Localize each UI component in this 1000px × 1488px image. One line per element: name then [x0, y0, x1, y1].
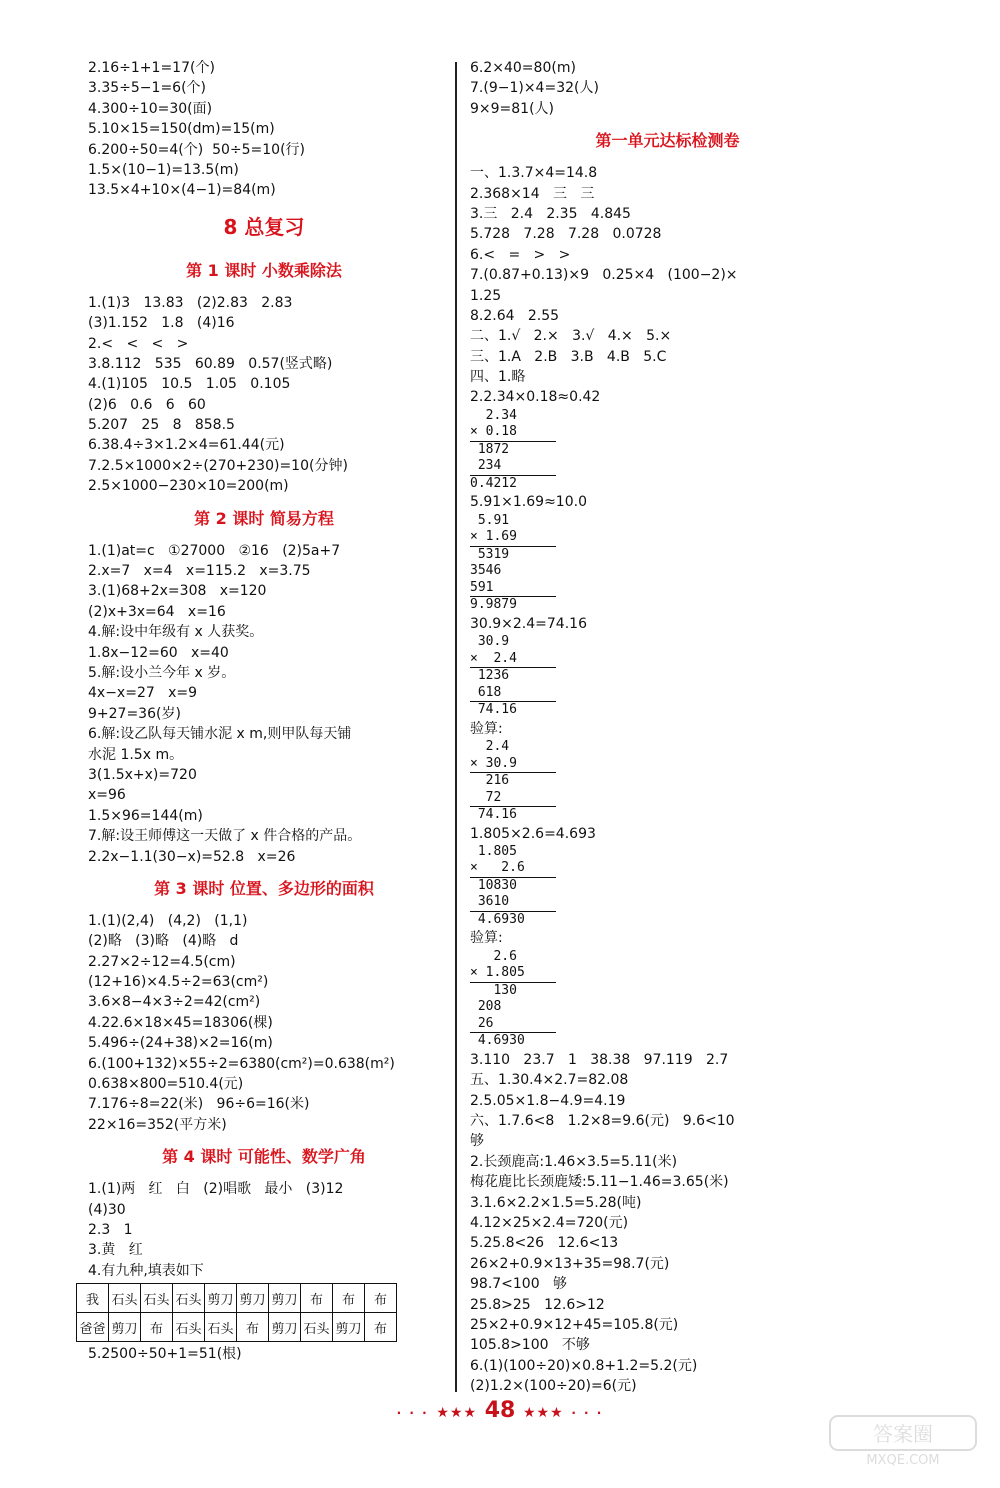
- answer-line: 98.7<100 够: [470, 1276, 567, 1293]
- answer-line: 一、1.3.7×4=14.8: [470, 165, 598, 182]
- answer-line: 6.38.4÷3×1.2×4=61.44(元): [88, 437, 285, 454]
- check-label: 验算:: [470, 720, 503, 737]
- vertical-calculation: [470, 408, 865, 493]
- answer-line: 7.176÷8=22(米) 96÷6=16(米): [88, 1096, 310, 1113]
- answer-line: 1.805×2.6=4.693: [470, 825, 596, 842]
- answer-line: 2.5.05×1.8−4.9=4.19: [470, 1092, 626, 1109]
- answer-line: 4.300÷10=30(面): [88, 100, 213, 117]
- unit-title: 第一单元达标检测卷: [595, 131, 740, 151]
- calc-row: 208: [470, 999, 502, 1015]
- answer-line: 3.1.6×2.2×1.5=5.28(吨): [470, 1194, 642, 1211]
- calc-row: × 30.9: [470, 755, 517, 771]
- calc-row: 2.34: [470, 407, 517, 423]
- table-cell: 布: [141, 1313, 173, 1342]
- answer-line: 2.16÷1+1=17(个): [88, 60, 215, 76]
- svg-text:MXQE.COM: MXQE.COM: [866, 1453, 940, 1468]
- answer-line: 9×9=81(人): [470, 100, 555, 117]
- calc-row: 3546: [470, 563, 502, 579]
- answer-line: x=96: [88, 787, 126, 804]
- left-column: [79, 58, 440, 1365]
- answer-line: 2.3 1: [88, 1221, 133, 1238]
- table-cell: 石头: [301, 1313, 333, 1342]
- answer-line: (2)6 0.6 6 60: [88, 396, 206, 413]
- table-cell: 剪刀: [205, 1284, 237, 1313]
- calc-row: 74.16: [470, 807, 517, 823]
- answer-line: 够: [470, 1133, 484, 1150]
- calc-row: 2.4: [470, 739, 510, 755]
- table-cell: 剪刀: [237, 1284, 269, 1313]
- vertical-calculation: [470, 513, 865, 614]
- answer-line: 3.6×8−4×3÷2=42(cm²): [88, 994, 261, 1011]
- calc-row: 1.805: [470, 843, 517, 859]
- calc-row: 3610: [470, 894, 510, 910]
- calc-row: 1236: [470, 668, 510, 684]
- answer-line: 7.解:设王师傅这一天做了 x 件合格的产品。: [88, 828, 362, 845]
- answer-line: 1.(1)3 13.83 (2)2.83 2.83: [88, 294, 293, 311]
- calc-row: 5319: [470, 546, 510, 562]
- table-cell: 剪刀: [269, 1284, 301, 1313]
- watermark-logo: [828, 1414, 978, 1470]
- lesson-title: 第 3 课时 位置、多边形的面积: [154, 878, 374, 898]
- answer-line: 4.有九种,填表如下: [88, 1262, 204, 1279]
- answer-line: (4)30: [88, 1201, 126, 1218]
- answer-line: 25.8>25 12.6>12: [470, 1296, 605, 1313]
- answer-line: 1.5×(10−1)=13.5(m): [88, 161, 239, 178]
- table-cell: 剪刀: [109, 1313, 141, 1342]
- svg-text:答案圈: 答案圈: [873, 1422, 933, 1446]
- answer-line: 水泥 1.5x m。: [88, 746, 184, 763]
- answer-line: 26×2+0.9×13+35=98.7(元): [470, 1255, 670, 1272]
- answer-line: 7.(9−1)×4=32(人): [470, 80, 599, 97]
- vertical-calculation: [470, 739, 865, 824]
- answer-line: 5.解:设小兰今年 x 岁。: [88, 664, 236, 681]
- vertical-calculation: [470, 634, 865, 719]
- answer-line: 1.(1)两 红 白 (2)唱歌 最小 (3)12: [88, 1181, 344, 1198]
- answer-line: 6.200÷50=4(个) 50÷5=10(行): [88, 141, 306, 158]
- answer-line: 5.91×1.69≈10.0: [470, 494, 587, 511]
- answer-line: 2.x=7 x=4 x=115.2 x=3.75: [88, 563, 311, 580]
- calc-row: 2.6: [470, 948, 517, 964]
- answer-line: 6.(100+132)×55÷2=6380(cm²)=0.638(m²): [88, 1055, 395, 1072]
- star-icon: ★★★: [522, 1405, 564, 1421]
- answer-line: (2)x+3x=64 x=16: [88, 603, 226, 620]
- column-divider: [455, 62, 457, 1392]
- answer-line: 1.(1)at=c ①27000 ②16 (2)5a+7: [88, 542, 341, 559]
- star-icon: ★★★: [436, 1405, 478, 1421]
- answer-line: 五、1.30.4×2.7=82.08: [470, 1072, 629, 1089]
- calc-row: 234: [470, 458, 502, 474]
- table-cell: 石头: [205, 1313, 237, 1342]
- table-cell: 布: [301, 1284, 333, 1313]
- answer-line: 5.25.8<26 12.6<13: [470, 1235, 619, 1252]
- answer-line: (2)1.2×(100÷20)=6(元): [470, 1378, 637, 1395]
- table-cell: 石头: [173, 1284, 205, 1313]
- answer-line: 4.12×25×2.4=720(元): [470, 1214, 629, 1231]
- answer-line: 105.8>100 不够: [470, 1337, 590, 1354]
- answer-line: (2)略 (3)略 (4)略 d: [88, 933, 239, 950]
- answer-line: 25×2+0.9×12+45=105.8(元): [470, 1316, 679, 1333]
- answer-line: 六、1.7.6<8 1.2×8=9.6(元) 9.6<10: [470, 1112, 735, 1129]
- answer-line: 13.5×4+10×(4−1)=84(m): [88, 182, 276, 199]
- calc-row: 72: [470, 789, 502, 805]
- table-cell: 我: [77, 1284, 109, 1313]
- table-cell: 布: [365, 1313, 397, 1342]
- page-number: 48: [484, 1398, 516, 1423]
- answer-line: 3.(1)68+2x=308 x=120: [88, 583, 267, 600]
- answer-line: 5.2500÷50+1=51(根): [88, 1346, 242, 1363]
- answer-line: 四、1.略: [470, 369, 526, 386]
- calc-row: × 0.18: [470, 424, 517, 440]
- calc-row: 9.9879: [470, 597, 517, 613]
- table-cell: 石头: [109, 1284, 141, 1313]
- answer-line: 2.27×2÷12=4.5(cm): [88, 953, 236, 970]
- table-row: [77, 1284, 397, 1313]
- table-cell: 布: [237, 1313, 269, 1342]
- calc-row: 618: [470, 684, 502, 700]
- answer-line: 1.25: [470, 287, 502, 304]
- calc-row: 216: [470, 773, 510, 789]
- answer-line: 2.2x−1.1(30−x)=52.8 x=26: [88, 848, 296, 865]
- table-row: [77, 1313, 397, 1342]
- answer-line: 3.110 23.7 1 38.38 97.119 2.7: [470, 1051, 729, 1068]
- answer-line: 6.< = > >: [470, 246, 571, 263]
- calc-row: × 1.805: [470, 965, 525, 981]
- check-label: 验算:: [470, 930, 503, 947]
- calc-row: × 1.69: [470, 529, 517, 545]
- answer-line: 5.207 25 8 858.5: [88, 417, 235, 434]
- vertical-calculation: [470, 949, 865, 1050]
- answer-line: 9+27=36(岁): [88, 705, 181, 722]
- calc-row: 4.6930: [470, 1033, 525, 1049]
- answer-line: 3.三 2.4 2.35 4.845: [470, 205, 631, 222]
- chapter-title: 8 总复习: [223, 214, 305, 239]
- calc-row: 1872: [470, 441, 510, 457]
- answer-line: 2.长颈鹿高:1.46×3.5=5.11(米): [470, 1153, 678, 1170]
- answer-line: 3(1.5x+x)=720: [88, 766, 197, 783]
- answer-line: 3.8.112 535 60.89 0.57(竖式略): [88, 355, 333, 372]
- page-footer: · · · ★★★ 48 ★★★ · · ·: [396, 1398, 604, 1423]
- calc-row: 4.6930: [470, 911, 525, 927]
- calc-row: 5.91: [470, 512, 510, 528]
- answer-line: (12+16)×4.5÷2=63(cm²): [88, 974, 269, 991]
- vertical-calculation: [470, 844, 865, 929]
- table-cell: 布: [333, 1284, 365, 1313]
- answer-line: 2.5×1000−230×10=200(m): [88, 478, 289, 495]
- answer-line: 2.2.34×0.18≈0.42: [470, 389, 601, 406]
- rock-paper-scissors-table: [76, 1283, 397, 1342]
- lesson-title: 第 2 课时 简易方程: [194, 508, 334, 528]
- calc-row: × 2.6: [470, 860, 525, 876]
- calc-row: 30.9: [470, 634, 510, 650]
- lesson-title: 第 1 课时 小数乘除法: [186, 260, 342, 280]
- calc-row: 74.16: [470, 702, 517, 718]
- answer-line: 0.638×800=510.4(元): [88, 1076, 244, 1093]
- lesson-title: 第 4 课时 可能性、数学广角: [162, 1147, 366, 1167]
- right-column: [470, 58, 865, 1396]
- answer-line: 梅花鹿比长颈鹿矮:5.11−1.46=3.65(米): [470, 1174, 729, 1191]
- answer-line: 4.解:设中年级有 x 人获奖。: [88, 624, 264, 641]
- answer-line: 5.10×15=150(dm)=15(m): [88, 121, 275, 138]
- answer-line: 3.黄 红: [88, 1242, 143, 1259]
- calc-row: × 2.4: [470, 650, 517, 666]
- answer-line: 5.496÷(24+38)×2=16(m): [88, 1035, 273, 1052]
- table-cell: 爸爸: [77, 1313, 109, 1342]
- calc-row: 0.4212: [470, 475, 517, 491]
- calc-row: 10830: [470, 877, 517, 893]
- answer-line: 7.(0.87+0.13)×9 0.25×4 (100−2)×: [470, 267, 738, 284]
- answer-line: (3)1.152 1.8 (4)16: [88, 315, 235, 332]
- calc-row: 26: [470, 1015, 494, 1031]
- answer-line: 22×16=352(平方米): [88, 1116, 227, 1133]
- answer-line: 2.368×14 三 三: [470, 185, 595, 202]
- answer-line: 4x−x=27 x=9: [88, 685, 198, 702]
- answer-line: 4.22.6×18×45=18306(棵): [88, 1014, 273, 1031]
- answer-line: 1.5×96=144(m): [88, 807, 203, 824]
- answer-line: 30.9×2.4=74.16: [470, 615, 587, 632]
- table-cell: 石头: [141, 1284, 173, 1313]
- table-cell: 石头: [173, 1313, 205, 1342]
- table-cell: 剪刀: [333, 1313, 365, 1342]
- answer-line: 8.2.64 2.55: [470, 307, 560, 324]
- answer-line: 二、1.√ 2.× 3.√ 4.× 5.×: [470, 328, 672, 345]
- answer-line: 6.(1)(100÷20)×0.8+1.2=5.2(元): [470, 1357, 698, 1374]
- calc-row: 591: [470, 579, 494, 595]
- calc-row: 130: [470, 982, 517, 998]
- answer-line: 1.8x−12=60 x=40: [88, 644, 229, 661]
- table-cell: 剪刀: [269, 1313, 301, 1342]
- answer-line: 6.解:设乙队每天铺水泥 x m,则甲队每天铺: [88, 726, 352, 743]
- answer-line: 6.2×40=80(m): [470, 60, 576, 76]
- answer-line: 5.728 7.28 7.28 0.0728: [470, 226, 662, 243]
- answer-line: 7.2.5×1000×2÷(270+230)=10(分钟): [88, 457, 348, 474]
- table-cell: 布: [365, 1284, 397, 1313]
- answer-line: 三、1.A 2.B 3.B 4.B 5.C: [470, 348, 667, 365]
- answer-line: 1.(1)(2,4) (4,2) (1,1): [88, 912, 248, 929]
- answer-line: 4.(1)105 10.5 1.05 0.105: [88, 376, 291, 393]
- answer-line: 3.35÷5−1=6(个): [88, 80, 207, 97]
- answer-line: 2.< < < >: [88, 335, 189, 352]
